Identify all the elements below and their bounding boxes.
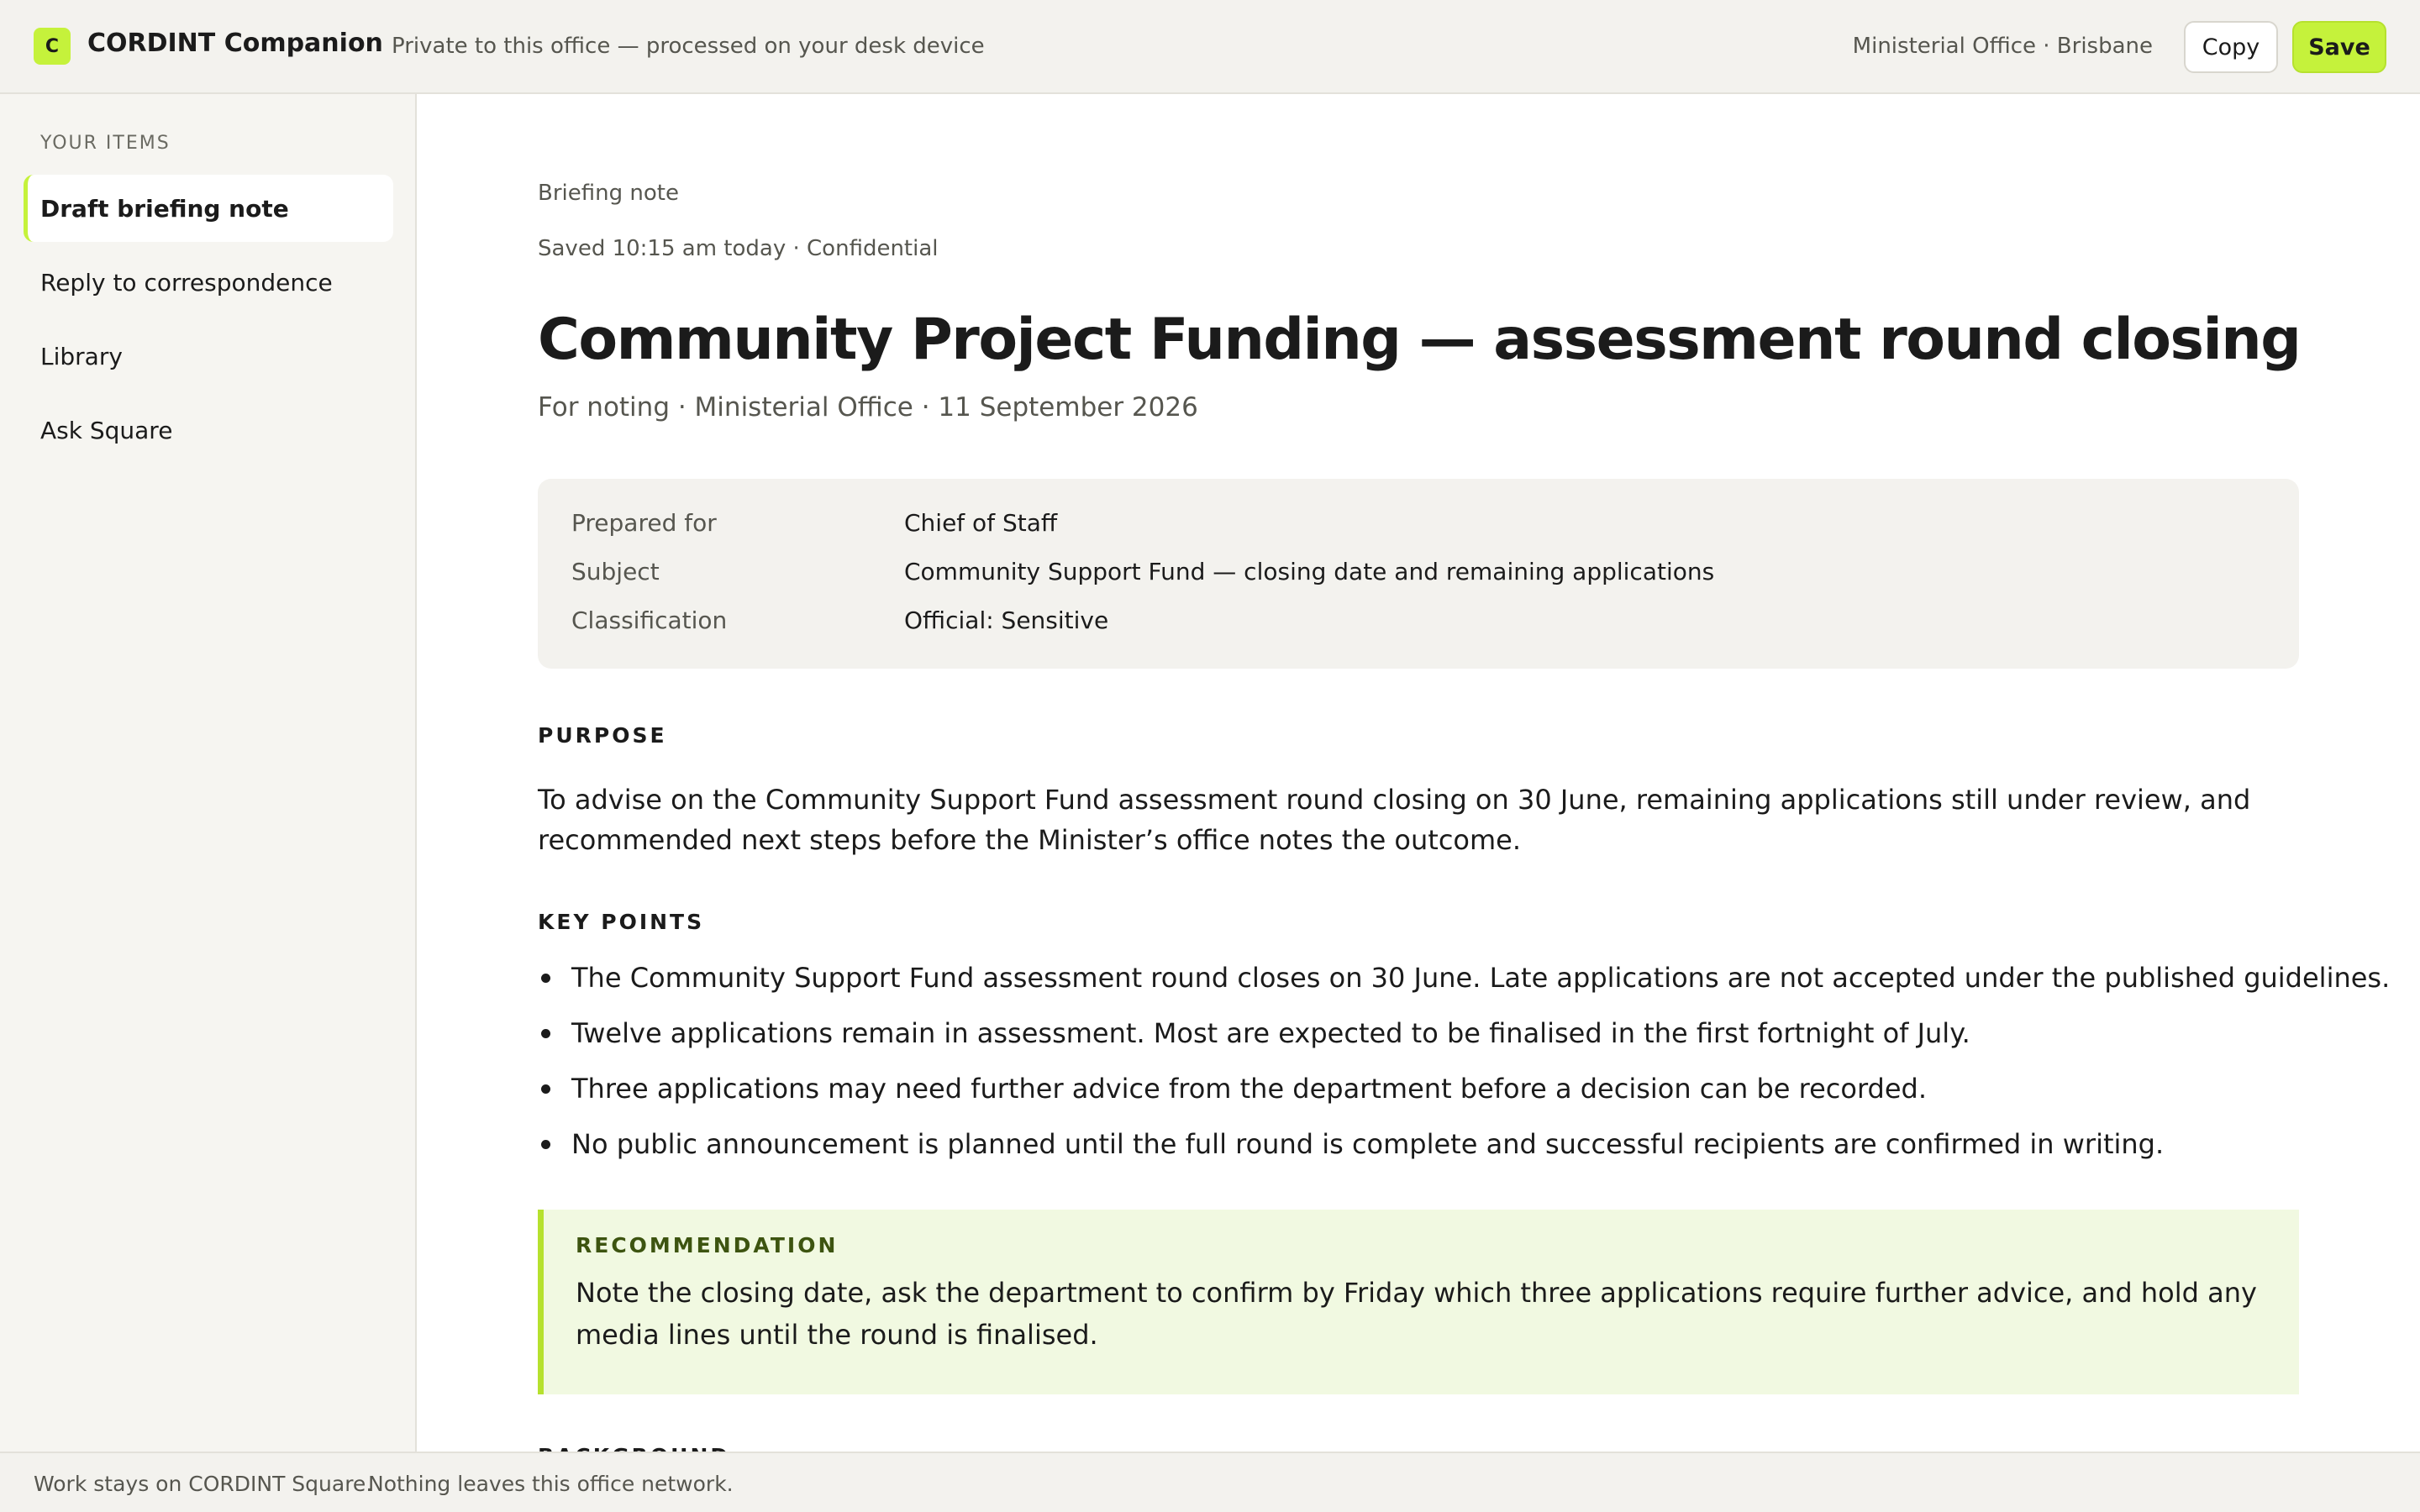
app-title: CORDINT Companion	[87, 29, 383, 58]
recommendation-heading: RECOMMENDATION	[576, 1233, 839, 1257]
sidebar-heading: YOUR ITEMS	[40, 133, 171, 154]
bullet-icon	[541, 1140, 550, 1149]
metadata-row	[571, 606, 2252, 640]
sidebar-item-reply-to-correspondence[interactable]: Reply to correspondence	[40, 268, 333, 297]
document-pane[interactable]	[418, 94, 2420, 1452]
save-button[interactable]: Save	[2292, 21, 2386, 73]
document-metadata	[538, 479, 2299, 669]
bullet-icon	[541, 1029, 550, 1038]
privacy-note: Private to this office — processed on your desk device	[392, 34, 985, 59]
key-point-text: Three applications may need further advice from the department before a decision can be recorded.	[571, 1073, 1928, 1105]
key-point-text: The Community Support Fund assessment round closes on 30 June. Late applications are not accepted under the published guidelines.	[571, 962, 2391, 994]
metadata-label: Classification	[571, 606, 728, 634]
list-item[interactable]	[538, 1124, 2299, 1179]
recommendation-text[interactable]: Note the closing date, ask the department to confirm by Friday which three applications require further advice, and hold any media lines until the round is finalised.	[576, 1277, 2257, 1351]
purpose-text[interactable]: To advise on the Community Support Fund assessment round closing on 30 June, remaining applications still under review, and recommended next steps before the Minister’s office notes the outcome.	[538, 784, 2251, 856]
sidebar-item-draft-briefing-note[interactable]: Draft briefing note	[24, 175, 393, 242]
copy-button[interactable]: Copy	[2184, 21, 2278, 73]
metadata-label: Prepared for	[571, 509, 717, 537]
list-item[interactable]	[538, 1013, 2299, 1068]
sidebar-item-ask-square[interactable]: Ask Square	[40, 416, 173, 444]
metadata-label: Subject	[571, 558, 660, 585]
bullet-icon	[541, 1084, 550, 1094]
bullet-icon	[541, 974, 550, 983]
list-item[interactable]	[538, 958, 2391, 1013]
document-type: Briefing note	[538, 181, 679, 206]
document-title[interactable]: Community Project Funding — assessment round closing	[538, 307, 2301, 373]
metadata-value: Official: Sensitive	[904, 606, 1109, 634]
metadata-row	[571, 558, 2252, 591]
sidebar-item-library[interactable]: Library	[40, 342, 123, 370]
office-label: Ministerial Office · Brisbane	[1852, 34, 2153, 59]
document-subtitle: For noting · Ministerial Office · 11 September 2026	[538, 392, 1198, 423]
app-logo-icon: C	[34, 28, 71, 65]
footer-network-note: Nothing leaves this office network.	[368, 1472, 734, 1496]
list-item[interactable]	[538, 1068, 2299, 1124]
key-point-text: No public announcement is planned until the full round is complete and successful recipients are confirmed in writing.	[571, 1128, 2165, 1160]
footer-storage-note: Work stays on CORDINT Square.	[34, 1472, 373, 1496]
status-footer	[0, 1452, 2420, 1512]
purpose-heading: PURPOSE	[538, 723, 667, 748]
key-point-text: Twelve applications remain in assessment. Most are expected to be finalised in the first fortnight of July.	[571, 1017, 1970, 1049]
save-status: Saved 10:15 am today · Confidential	[538, 236, 939, 261]
top-bar	[0, 0, 2420, 94]
metadata-value: Chief of Staff	[904, 509, 1058, 537]
key-points-list	[538, 958, 2391, 1179]
key-points-heading: KEY POINTS	[538, 910, 705, 934]
recommendation-callout	[538, 1210, 2299, 1394]
metadata-value: Community Support Fund — closing date and remaining applications	[904, 558, 1715, 585]
sidebar	[0, 94, 417, 1452]
metadata-row	[571, 509, 2252, 543]
